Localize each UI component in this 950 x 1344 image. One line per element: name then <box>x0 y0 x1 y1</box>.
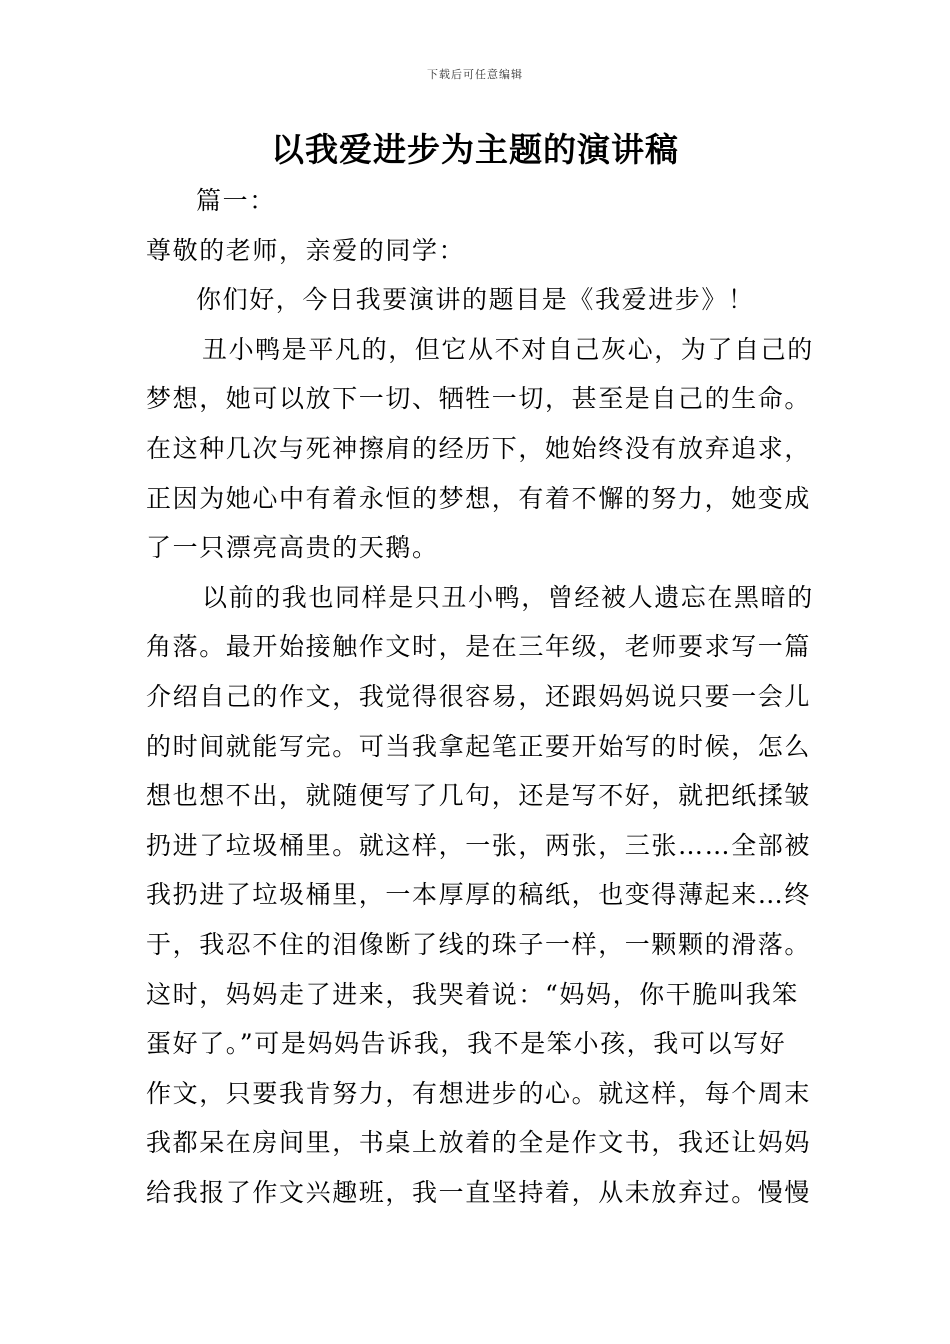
text-line: 蛋好了。”可是妈妈告诉我，我不是笨小孩，我可以写好 <box>146 1029 787 1059</box>
text-line: 扔进了垃圾桶里。就这样，一张，两张，三张……全部被 <box>146 830 812 860</box>
text-line: 作文，只要我肯努力，有想进步的心。就这样，每个周末 <box>146 1078 812 1108</box>
text-line: 在这种几次与死神擦肩的经历下，她始终没有放弃追求， <box>146 433 812 463</box>
text-line: 于，我忍不住的泪像断了线的珠子一样，一颗颗的滑落。 <box>146 929 812 959</box>
text-line: 以前的我也同样是只丑小鸭，曾经被人遗忘在黑暗的 <box>202 582 814 612</box>
document-body <box>146 176 814 1217</box>
document-title: 以我爱进步为主题的演讲稿 <box>271 130 679 169</box>
section-label: 篇一： <box>196 186 276 215</box>
text-line: 的时间就能写完。可当我拿起笔正要开始写的时候，怎么 <box>146 731 812 761</box>
text-line: 介绍自己的作文，我觉得很容易，还跟妈妈说只要一会儿 <box>146 681 812 711</box>
text-line: 正因为她心中有着永恒的梦想，有着不懈的努力，她变成 <box>146 483 812 513</box>
text-line: 给我报了作文兴趣班，我一直坚持着，从未放弃过。慢慢 <box>146 1177 812 1207</box>
greeting-line: 你们好，今日我要演讲的题目是《我爱进步》！ <box>196 285 755 315</box>
text-line: 角落。最开始接触作文时，是在三年级，老师要求写一篇 <box>146 632 812 662</box>
text-line: 想也想不出，就随便写了几句，还是写不好，就把纸揉皱 <box>146 781 812 811</box>
text-line: 这时，妈妈走了进来，我哭着说：“妈妈，你干脆叫我笨 <box>146 979 799 1009</box>
text-line: 丑小鸭是平凡的，但它从不对自己灰心，为了自己的 <box>202 334 814 364</box>
header-note: 下载后可任意编辑 <box>427 68 523 81</box>
salutation: 尊敬的老师，亲爱的同学： <box>146 235 466 265</box>
text-line: 了一只漂亮高贵的天鹅。 <box>146 533 439 563</box>
text-line: 梦想，她可以放下一切、牺牲一切，甚至是自己的生命。 <box>146 384 812 414</box>
text-line: 我都呆在房间里，书桌上放着的全是作文书，我还让妈妈 <box>146 1128 812 1158</box>
text-line: 我扔进了垃圾桶里，一本厚厚的稿纸，也变得薄起来…终 <box>146 880 812 910</box>
